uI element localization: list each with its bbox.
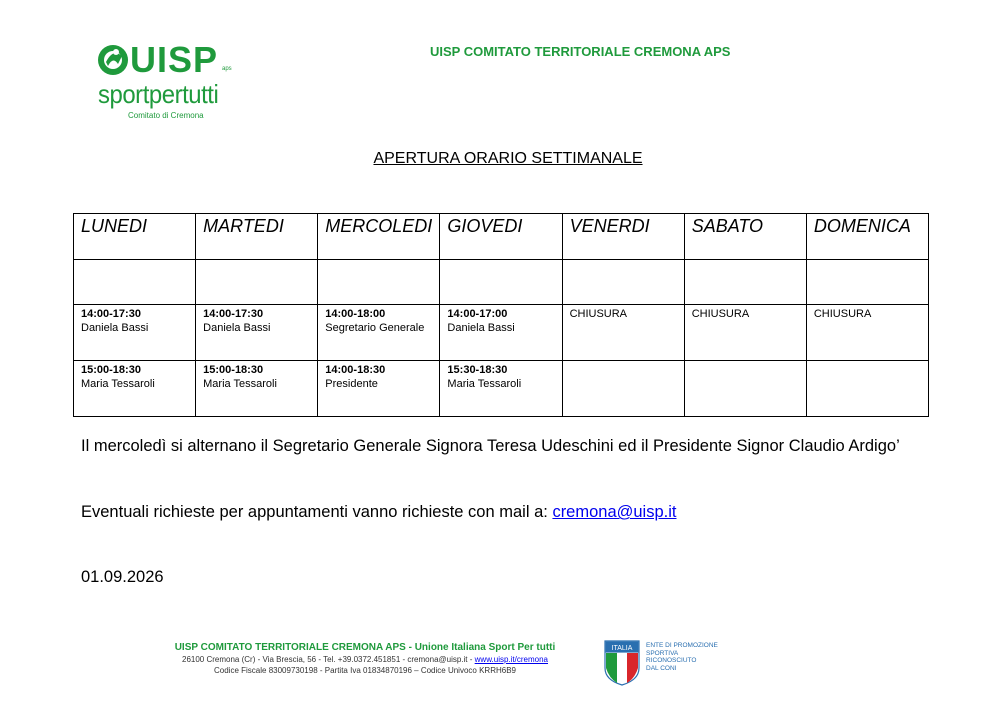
coni-text-1: ENTE DI PROMOZIONE xyxy=(646,642,718,649)
empty-cell xyxy=(318,260,440,305)
slot-time: 14:00-17:30 xyxy=(81,308,141,320)
slot-cell xyxy=(440,305,562,361)
empty-cell xyxy=(806,260,928,305)
slot-person: Daniela Bassi xyxy=(81,322,149,334)
email-link[interactable]: cremona@uisp.it xyxy=(552,503,677,521)
empty-cell xyxy=(684,260,806,305)
wednesday-note: Il mercoledì si alternano il Segretario Generale Signora Teresa Udeschini ed il Presidente Signor Claudio Ardigo’ xyxy=(81,437,900,455)
slot-cell xyxy=(318,305,440,361)
slot-row-1 xyxy=(74,305,929,361)
coni-text xyxy=(646,642,718,672)
request-line xyxy=(81,503,677,522)
slot-row-2 xyxy=(74,361,929,417)
empty-row xyxy=(74,260,929,305)
request-text: Eventuali richieste per appuntamenti vanno richieste con mail a: xyxy=(81,503,553,521)
day-wednesday xyxy=(318,214,440,260)
coni-text-2: SPORTIVA xyxy=(646,649,679,657)
empty-cell xyxy=(562,260,684,305)
empty-cell xyxy=(440,260,562,305)
day-thursday: GIOVEDI xyxy=(440,214,562,260)
slot-cell xyxy=(74,305,196,361)
footer-website-link[interactable]: www.uisp.it/cremona xyxy=(474,655,548,664)
slot-time: 15:30-18:30 xyxy=(447,364,508,376)
header-title: UISP COMITATO TERRITORIALE CREMONA APS xyxy=(430,44,731,59)
uisp-logo xyxy=(96,40,241,124)
day-friday: VENERDI xyxy=(562,214,684,260)
uisp-runner-icon xyxy=(96,42,130,78)
slot-closed: CHIUSURA xyxy=(691,308,750,320)
italia-shield-icon xyxy=(604,640,640,686)
slot-time: 15:00-18:30 xyxy=(81,364,141,376)
coni-text-3: RICONOSCIUTO xyxy=(646,657,697,664)
slot-cell xyxy=(684,361,806,417)
empty-cell xyxy=(74,260,196,305)
day-wednesday-label: MERCOLEDI xyxy=(325,216,433,236)
shield-label: ITALIA xyxy=(611,645,633,652)
slot-time: 14:00-18:00 xyxy=(325,308,386,320)
logo-brand: UISP xyxy=(130,39,219,80)
slot-time: 14:00-17:30 xyxy=(203,308,264,320)
footer-fiscal: Codice Fiscale 83009730198 - Partita Iva 01834870196 – Codice Univoco KRRH6B9 xyxy=(214,666,516,675)
slot-cell xyxy=(562,361,684,417)
day-saturday: SABATO xyxy=(684,214,806,260)
slot-person: Maria Tessaroli xyxy=(81,378,155,390)
slot-time: 15:00-18:30 xyxy=(203,364,264,376)
slot-person: Daniela Bassi xyxy=(447,322,515,334)
page-title: APERTURA ORARIO SETTIMANALE xyxy=(373,150,643,167)
day-monday: LUNEDI xyxy=(74,214,196,260)
coni-text-4: DAL CONI xyxy=(646,664,677,672)
slot-cell xyxy=(196,305,318,361)
logo-aps: aps xyxy=(222,66,232,72)
slot-cell xyxy=(74,361,196,417)
slot-cell xyxy=(684,305,806,361)
slot-cell xyxy=(562,305,684,361)
footer-address xyxy=(160,654,570,665)
empty-cell xyxy=(196,260,318,305)
footer-address-text: 26100 Cremona (Cr) - Via Brescia, 56 - Tel. +39.0372.451851 - cremona@uisp.it - xyxy=(182,655,475,664)
slot-person: Daniela Bassi xyxy=(203,322,271,334)
schedule-table xyxy=(73,213,929,417)
slot-cell xyxy=(806,361,928,417)
slot-person: Maria Tessaroli xyxy=(447,378,522,390)
slot-closed: CHIUSURA xyxy=(569,308,628,320)
day-sunday: DOMENICA xyxy=(806,214,928,260)
slot-cell xyxy=(806,305,928,361)
slot-cell xyxy=(440,361,562,417)
slot-cell xyxy=(318,361,440,417)
coni-badge xyxy=(604,640,724,688)
logo-sub: Comitato di Cremona xyxy=(128,111,204,120)
document-date: 01.09.2026 xyxy=(81,568,164,586)
day-tuesday: MARTEDI xyxy=(196,214,318,260)
slot-time: 14:00-17:00 xyxy=(447,308,508,320)
logo-tagline: sportpertutti xyxy=(98,79,219,109)
footer xyxy=(160,641,570,676)
footer-org: UISP COMITATO TERRITORIALE CREMONA APS - Unione Italiana Sport Per tutti xyxy=(174,642,556,653)
slot-cell xyxy=(196,361,318,417)
slot-person: Presidente xyxy=(325,378,378,390)
days-header-row xyxy=(74,214,929,260)
slot-person: Maria Tessaroli xyxy=(203,378,277,390)
slot-closed: CHIUSURA xyxy=(813,308,872,320)
slot-person: Segretario Generale xyxy=(325,322,425,334)
slot-time: 14:00-18:30 xyxy=(325,364,386,376)
